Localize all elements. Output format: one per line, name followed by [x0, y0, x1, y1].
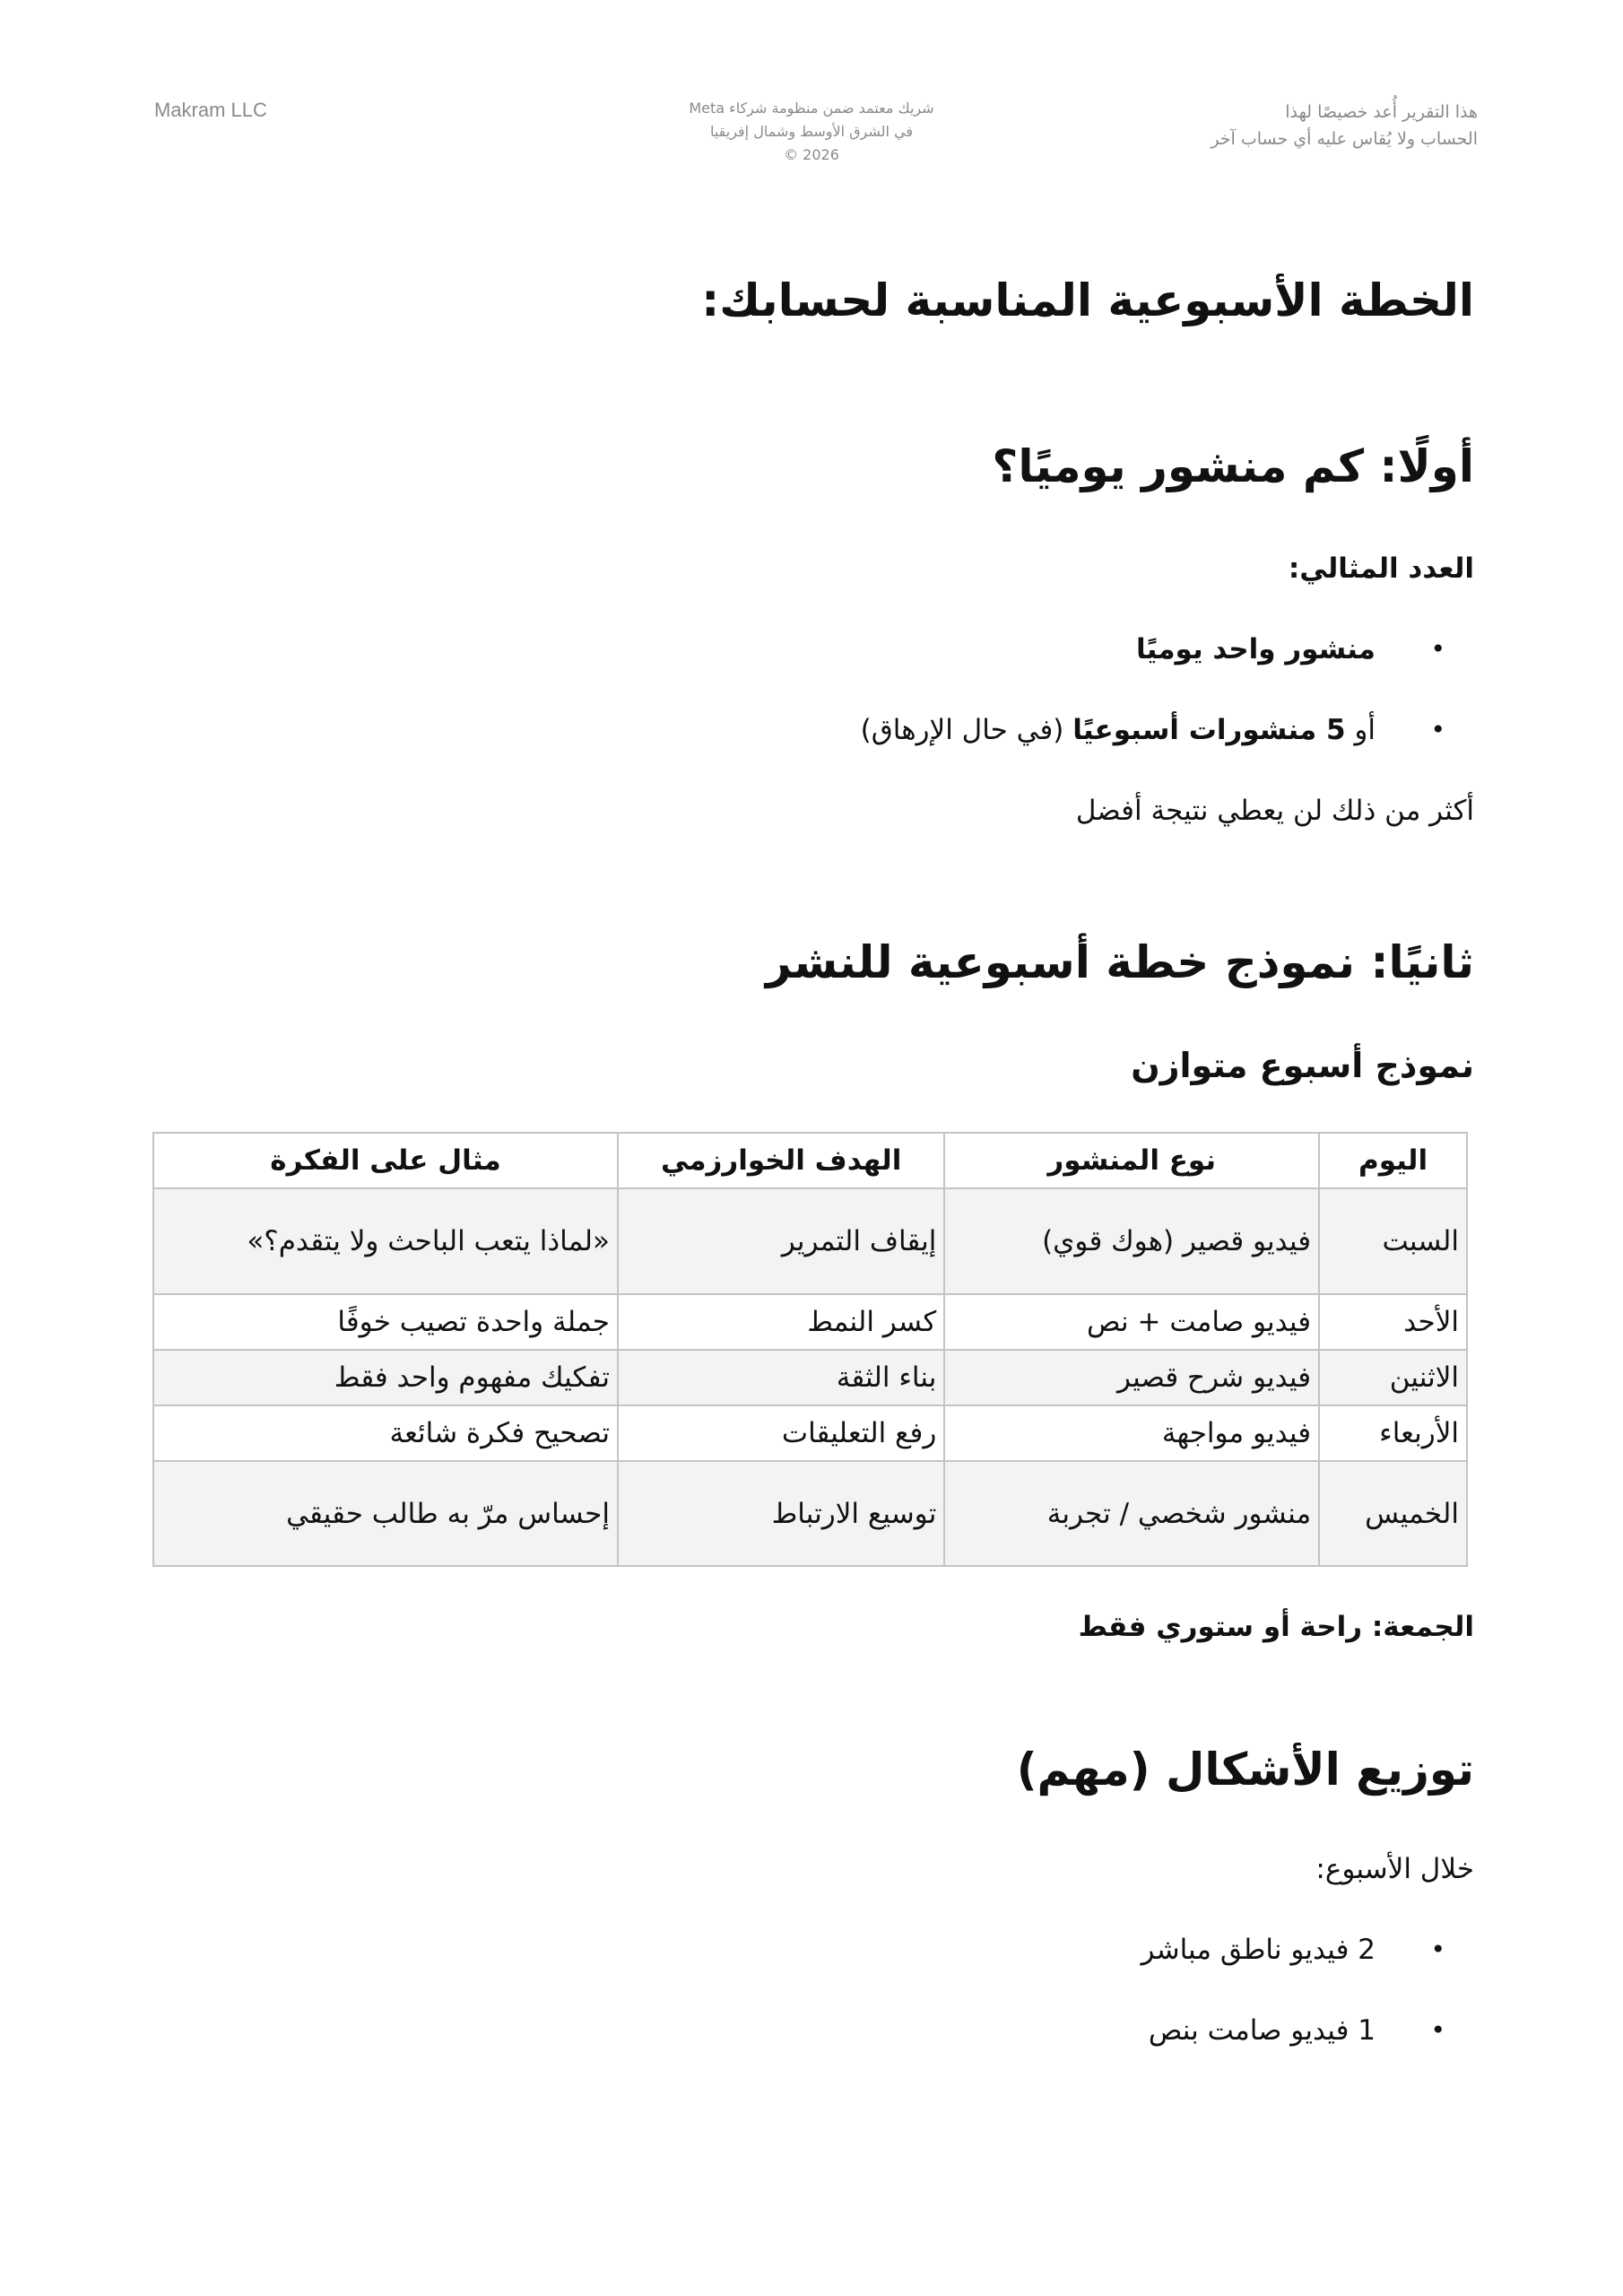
cell-algorithm-goal: رفع التعليقات: [618, 1405, 944, 1461]
cell-idea-example: جملة واحدة تصيب خوفًا: [153, 1294, 618, 1350]
partner-line: في الشرق الأوسط وشمال إفريقيا: [709, 123, 914, 140]
disclaimer-line: الحساب ولا يُقاس عليه أي حساب آخر: [1211, 129, 1478, 149]
partner-statement: [632, 97, 991, 167]
bullet-icon: •: [1430, 1935, 1445, 1964]
cell-algorithm-goal: كسر النمط: [618, 1294, 944, 1350]
column-header-day: اليوم: [1319, 1133, 1467, 1188]
copyright-line: © 2026: [784, 146, 839, 163]
column-header-post-type: نوع المنشور: [944, 1133, 1319, 1188]
ideal-count-list: [152, 628, 1474, 752]
cell-post-type: فيديو شرح قصير: [944, 1350, 1319, 1405]
cell-day: الخميس: [1319, 1461, 1467, 1566]
cell-post-type: فيديو صامت + نص: [944, 1294, 1319, 1350]
cell-post-type: فيديو قصير (هوك قوي): [944, 1188, 1319, 1294]
bullet-icon: •: [1430, 2015, 1445, 2045]
cell-post-type: منشور شخصي / تجربة: [944, 1461, 1319, 1566]
partner-line: شريك معتمد ضمن منظومة شركاء Meta: [689, 100, 934, 117]
cell-idea-example: «لماذا يتعب الباحث ولا يتقدم؟»: [153, 1188, 618, 1294]
cell-post-type: فيديو مواجهة: [944, 1405, 1319, 1461]
column-header-algorithm-goal: الهدف الخوارزمي: [618, 1133, 944, 1188]
cell-day: الأربعاء: [1319, 1405, 1467, 1461]
list-item: • 1 فيديو صامت بنص: [152, 2009, 1474, 2052]
bullet-icon: •: [1430, 634, 1445, 664]
cell-algorithm-goal: إيقاف التمرير: [618, 1188, 944, 1294]
disclaimer-line: هذا التقرير أُعد خصيصًا لهذا: [1285, 102, 1478, 122]
cell-idea-example: تفكيك مفهوم واحد فقط: [153, 1350, 618, 1405]
balanced-week-subheading: نموذج أسبوع متوازن: [1131, 1046, 1474, 1085]
cell-idea-example: تصحيح فكرة شائعة: [153, 1405, 618, 1461]
table-row: [153, 1294, 1467, 1350]
cell-algorithm-goal: بناء الثقة: [618, 1350, 944, 1405]
list-item: • منشور واحد يوميًا: [152, 628, 1474, 671]
cell-day: السبت: [1319, 1188, 1467, 1294]
limit-note: أكثر من ذلك لن يعطي نتيجة أفضل: [1075, 795, 1474, 827]
weekly-plan-table: [152, 1132, 1468, 1567]
table-header-row: [153, 1133, 1467, 1188]
section3-heading: توزيع الأشكال (مهم): [1016, 1744, 1474, 1796]
list-item: • 2 فيديو ناطق مباشر: [152, 1928, 1474, 1971]
cell-day: الاثنين: [1319, 1350, 1467, 1405]
table-row: [153, 1350, 1467, 1405]
section2-heading: ثانيًا: نموذج خطة أسبوعية للنشر: [765, 936, 1474, 988]
column-header-idea-example: مثال على الفكرة: [153, 1133, 618, 1188]
during-week-label: خلال الأسبوع:: [1315, 1853, 1474, 1885]
table-row: [153, 1461, 1467, 1566]
table-row: [153, 1405, 1467, 1461]
cell-idea-example: إحساس مرّ به طالب حقيقي: [153, 1461, 618, 1566]
company-name: Makram LLC: [154, 99, 267, 121]
cell-algorithm-goal: توسيع الارتباط: [618, 1461, 944, 1566]
cell-day: الأحد: [1319, 1294, 1467, 1350]
ideal-count-label: العدد المثالي:: [1288, 552, 1474, 585]
bullet-icon: •: [1430, 715, 1445, 744]
list-item: • أو 5 منشورات أسبوعيًا (في حال الإرهاق): [152, 709, 1474, 752]
report-disclaimer: [1101, 99, 1478, 152]
section1-heading: أولًا: كم منشور يوميًا؟: [992, 440, 1474, 492]
table-row: [153, 1188, 1467, 1294]
page-title: الخطة الأسبوعية المناسبة لحسابك:: [701, 274, 1474, 326]
friday-note: الجمعة: راحة أو ستوري فقط: [1078, 1611, 1474, 1643]
format-distribution-list: [152, 1928, 1474, 2052]
